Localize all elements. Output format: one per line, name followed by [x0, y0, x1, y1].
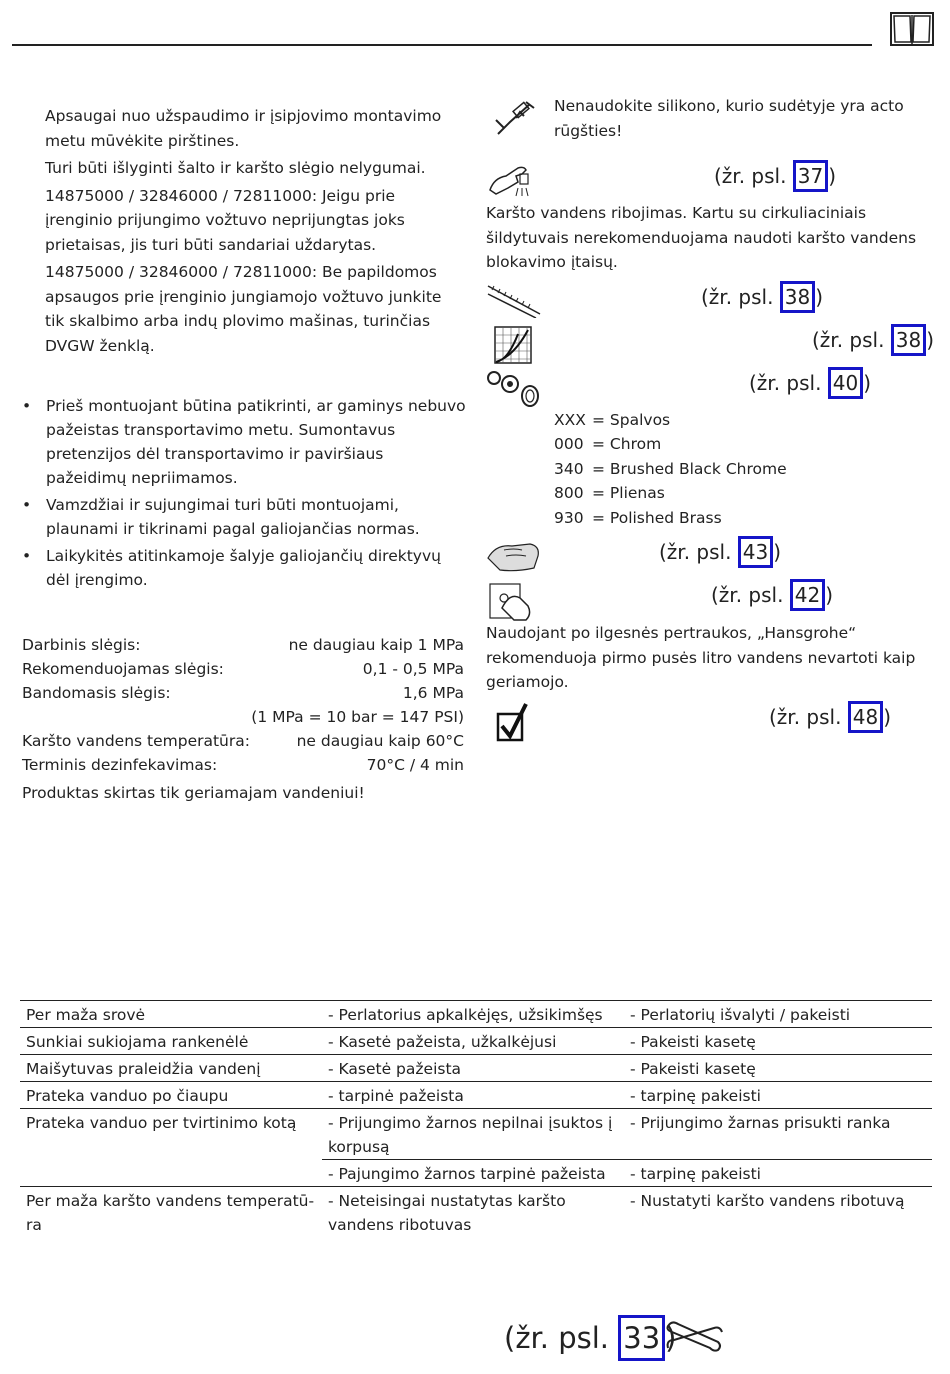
- parts-icon: [486, 368, 542, 408]
- pause-note: Naudojant po ilgesnės pertraukos, „Hansgrohe“ rekomenduoja pirmo pusės litro vandens nevartoti kaip geriamojo.: [486, 624, 916, 691]
- page-ref-38-b[interactable]: (žr. psl. 38 ): [812, 324, 934, 356]
- temperature-chart-icon: [494, 326, 532, 364]
- spec-row: Karšto vandens temperatūra: ne daugiau kaip 60°C: [22, 732, 464, 750]
- gloves-note: Apsaugai nuo užspaudimo ir įsipjovimo montavimo metu mūvėkite pirštines.: [45, 107, 442, 150]
- spec-row: Terminis dezinfekavimas: 70°C / 4 min: [22, 756, 464, 774]
- spec-row: Bandomasis slėgis: 1,6 MPa: [22, 684, 464, 702]
- color-row: 800 = Plienas: [554, 484, 665, 503]
- potable-water-note: Produktas skirtas tik geriamajam vandeniui!: [22, 784, 365, 802]
- spec-row: Darbinis slėgis: ne daugiau kaip 1 MPa: [22, 636, 464, 654]
- spec-row: (1 MPa = 10 bar = 147 PSI): [251, 708, 464, 726]
- color-list: [554, 408, 854, 530]
- page-ref-40[interactable]: (žr. psl. 40 ): [749, 367, 871, 399]
- page-ref-43[interactable]: (žr. psl. 43 ): [659, 536, 781, 568]
- troubleshooting-table: [20, 1000, 932, 1237]
- dvgw-note: 14875000 / 32846000 / 72811000: Be papildomos apsaugos prie įrenginio jungiamojo vožtuvo junkite tik skalbimo arba indų plovimo mašinas, turinčias DVGW ženklą.: [45, 263, 442, 355]
- installation-bullets: [22, 394, 467, 595]
- open-book-icon: [890, 12, 934, 46]
- color-row: 340 = Brushed Black Chrome: [554, 459, 787, 478]
- wrench-icon: [664, 1318, 724, 1358]
- bullet-item: • Laikykitės atitinkamoje šalyje galiojančių direktyvų dėl įrengimo.: [22, 544, 467, 592]
- page-ref-42[interactable]: (žr. psl. 42 ): [711, 579, 833, 611]
- page-ref-33[interactable]: (žr. psl. 33 ): [504, 1315, 676, 1361]
- table-row: Per maža karšto vandens temperatū-ra - Neteisingai nustatytas karšto vandens ribotuvas - Nustatyti karšto vandens ribotuvą: [20, 1187, 932, 1238]
- checkbox-check-icon: [496, 702, 530, 742]
- header-rule: [12, 44, 872, 46]
- pressure-note: Turi būti išlyginti šalto ir karšto slėgio nelygumai.: [45, 159, 426, 177]
- table-row: Maišytuvas praleidžia vandenį - Kasetė pažeista - Pakeisti kasetę: [20, 1055, 932, 1082]
- hand-installation-icon: [488, 578, 536, 622]
- bullet-item: • Vamzdžiai ir sujungimai turi būti montuojami, plaunami ir tikrinami pagal galiojančias normas.: [22, 493, 467, 541]
- page-ref-48[interactable]: (žr. psl. 48 ): [769, 701, 891, 733]
- ruler-icon: [486, 284, 542, 318]
- silicone-note: Nenaudokite silikono, kurio sudėtyje yra acto rūgšties!: [554, 97, 904, 140]
- color-row: 930 = Polished Brass: [554, 508, 722, 527]
- page-ref-37[interactable]: (žr. psl. 37 ): [714, 160, 836, 192]
- valve-closed-note: 14875000 / 32846000 / 72811000: Jeigu prie įrenginio prijungimo vožtuvo neprijungtas joks prietaisas, jis turi būti sandariai uždarytas.: [45, 186, 405, 254]
- page-ref-38[interactable]: (žr. psl. 38 ): [701, 281, 823, 313]
- spec-row: Rekomenduojamas slėgis: 0,1 - 0,5 MPa: [22, 660, 464, 678]
- table-row: Per maža srovė - Perlatorius apkalkėjęs, užsikimšęs - Perlatorių išvalyti / pakeisti: [20, 1001, 932, 1028]
- color-row: XXX = Spalvos: [554, 411, 671, 429]
- cleaning-hand-icon: [486, 538, 542, 574]
- table-row: Prateka vanduo po čiaupu - tarpinė pažeista - tarpinę pakeisti: [20, 1082, 932, 1109]
- hot-water-limit-note: Karšto vandens ribojimas. Kartu su cirkuliaciniais šildytuvais nerekomenduojama naudoti karšto vandens blokavimo įtaisų.: [486, 204, 917, 271]
- color-row: 000 = Chrom: [554, 435, 662, 454]
- table-row: Prateka vanduo per tvirtinimo kotą - Prijungimo žarnos nepilnai įsuktos į korpusą - Prijungimo žarnas prisukti ranka: [20, 1109, 932, 1160]
- table-row: Sunkiai sukiojama rankenėlė - Kasetė pažeista, užkalkėjusi - Pakeisti kasetę: [20, 1028, 932, 1055]
- silicone-gun-icon: [490, 98, 538, 138]
- safety-notes: [45, 104, 460, 361]
- hand-spray-icon: [488, 160, 534, 198]
- bullet-item: • Prieš montuojant būtina patikrinti, ar gaminys nebuvo pažeistas transportavimo metu. Sumontavus pretenzijos dėl transportavimo ir paviršiaus pažeidimų nepriimamos.: [22, 394, 467, 490]
- table-row: - Pajungimo žarnos tarpinė pažeista - tarpinę pakeisti: [20, 1160, 932, 1187]
